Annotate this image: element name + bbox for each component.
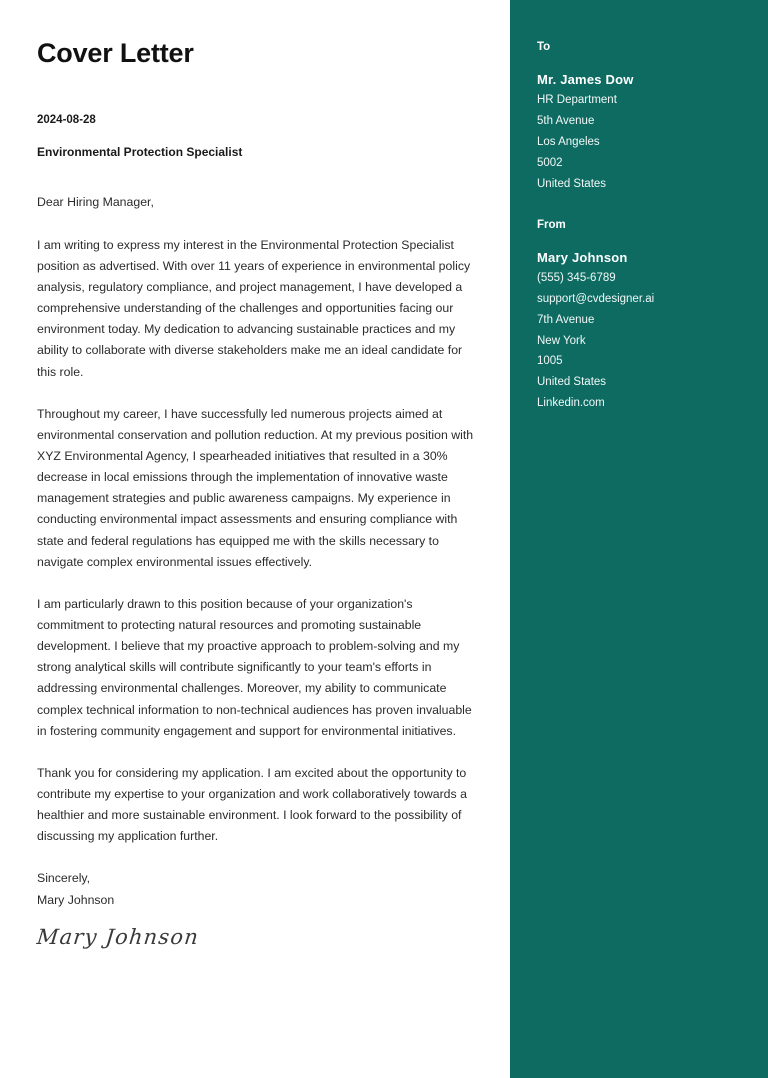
contact-sidebar <box>510 0 768 1078</box>
recipient-name: Mr. James Dow <box>537 71 634 87</box>
page-title: Cover Letter <box>37 38 194 68</box>
recipient-heading: To <box>537 41 551 53</box>
recipient-line: HR Department <box>537 94 617 107</box>
signature: Mary Johnson <box>35 924 201 949</box>
recipient-line: United States <box>537 177 607 190</box>
closing-salutation: Sincerely, <box>37 871 91 886</box>
sender-phone: (555) 345-6789 <box>537 271 616 284</box>
sender-linkedin[interactable]: Linkedin.com <box>537 397 605 410</box>
signer-name: Mary Johnson <box>37 892 115 907</box>
sender-block <box>537 218 748 415</box>
recipient-line: 5th Avenue <box>537 115 595 127</box>
sender-line: 1005 <box>537 355 563 368</box>
sender-name: Mary Johnson <box>537 249 628 265</box>
salutation: Dear Hiring Manager, <box>37 194 154 209</box>
sender-email[interactable]: support@cvdesigner.ai <box>537 292 655 305</box>
sender-line: 7th Avenue <box>537 313 595 326</box>
letter-date: 2024-08-28 <box>37 114 96 127</box>
body-paragraph: Thank you for considering my application. I am excited about the opportunity to contribute my expertise to your organization and work collaboratively towards a healthier and more sustainable environment. I look forward to the possibility of discussing my application further. <box>37 765 467 844</box>
recipient-line: 5002 <box>537 156 563 169</box>
body-paragraph: I am writing to express my interest in the Environmental Protection Specialist position as advertised. With over 11 years of experience in environmental policy analysis, regulatory compliance, and project management, I have developed a comprehensive understanding of the challenges and opportunities facing our environment today. My dedication to advancing sustainable practices and my ability to collaborate with diverse stakeholders make me an ideal candidate for this role. <box>37 237 471 379</box>
sender-line: New York <box>537 334 586 347</box>
sender-line: United States <box>537 376 607 389</box>
recipient-line: Los Angeles <box>537 135 600 148</box>
body-paragraph: Throughout my career, I have successfully led numerous projects aimed at environmental conservation and pollution reduction. At my previous position with XYZ Environmental Agency, I spearheaded initiatives that resulted in a 30% decrease in local emissions through the implementation of innovative waste management strategies and public awareness campaigns. My experience in conducting environmental impact assessments and ensuring compliance with state and federal regulations has equipped me with the skills necessary to navigate complex environmental issues effectively. <box>37 406 474 569</box>
recipient-block <box>537 40 748 195</box>
sender-heading: From <box>537 218 566 231</box>
closing-block <box>37 868 477 910</box>
body-paragraph: I am particularly drawn to this position because of your organization's commitment to protecting natural resources and promoting sustainable development. I believe that my proactive approach to problem-solving and my strong analytical skills will contribute significantly to your team's efforts in addressing environmental challenges. Moreover, my ability to communicate complex technical information to non-technical audiences has proven invaluable in fostering community engagement and support for environmental initiatives. <box>37 596 472 738</box>
job-title: Environmental Protection Specialist <box>37 144 243 159</box>
